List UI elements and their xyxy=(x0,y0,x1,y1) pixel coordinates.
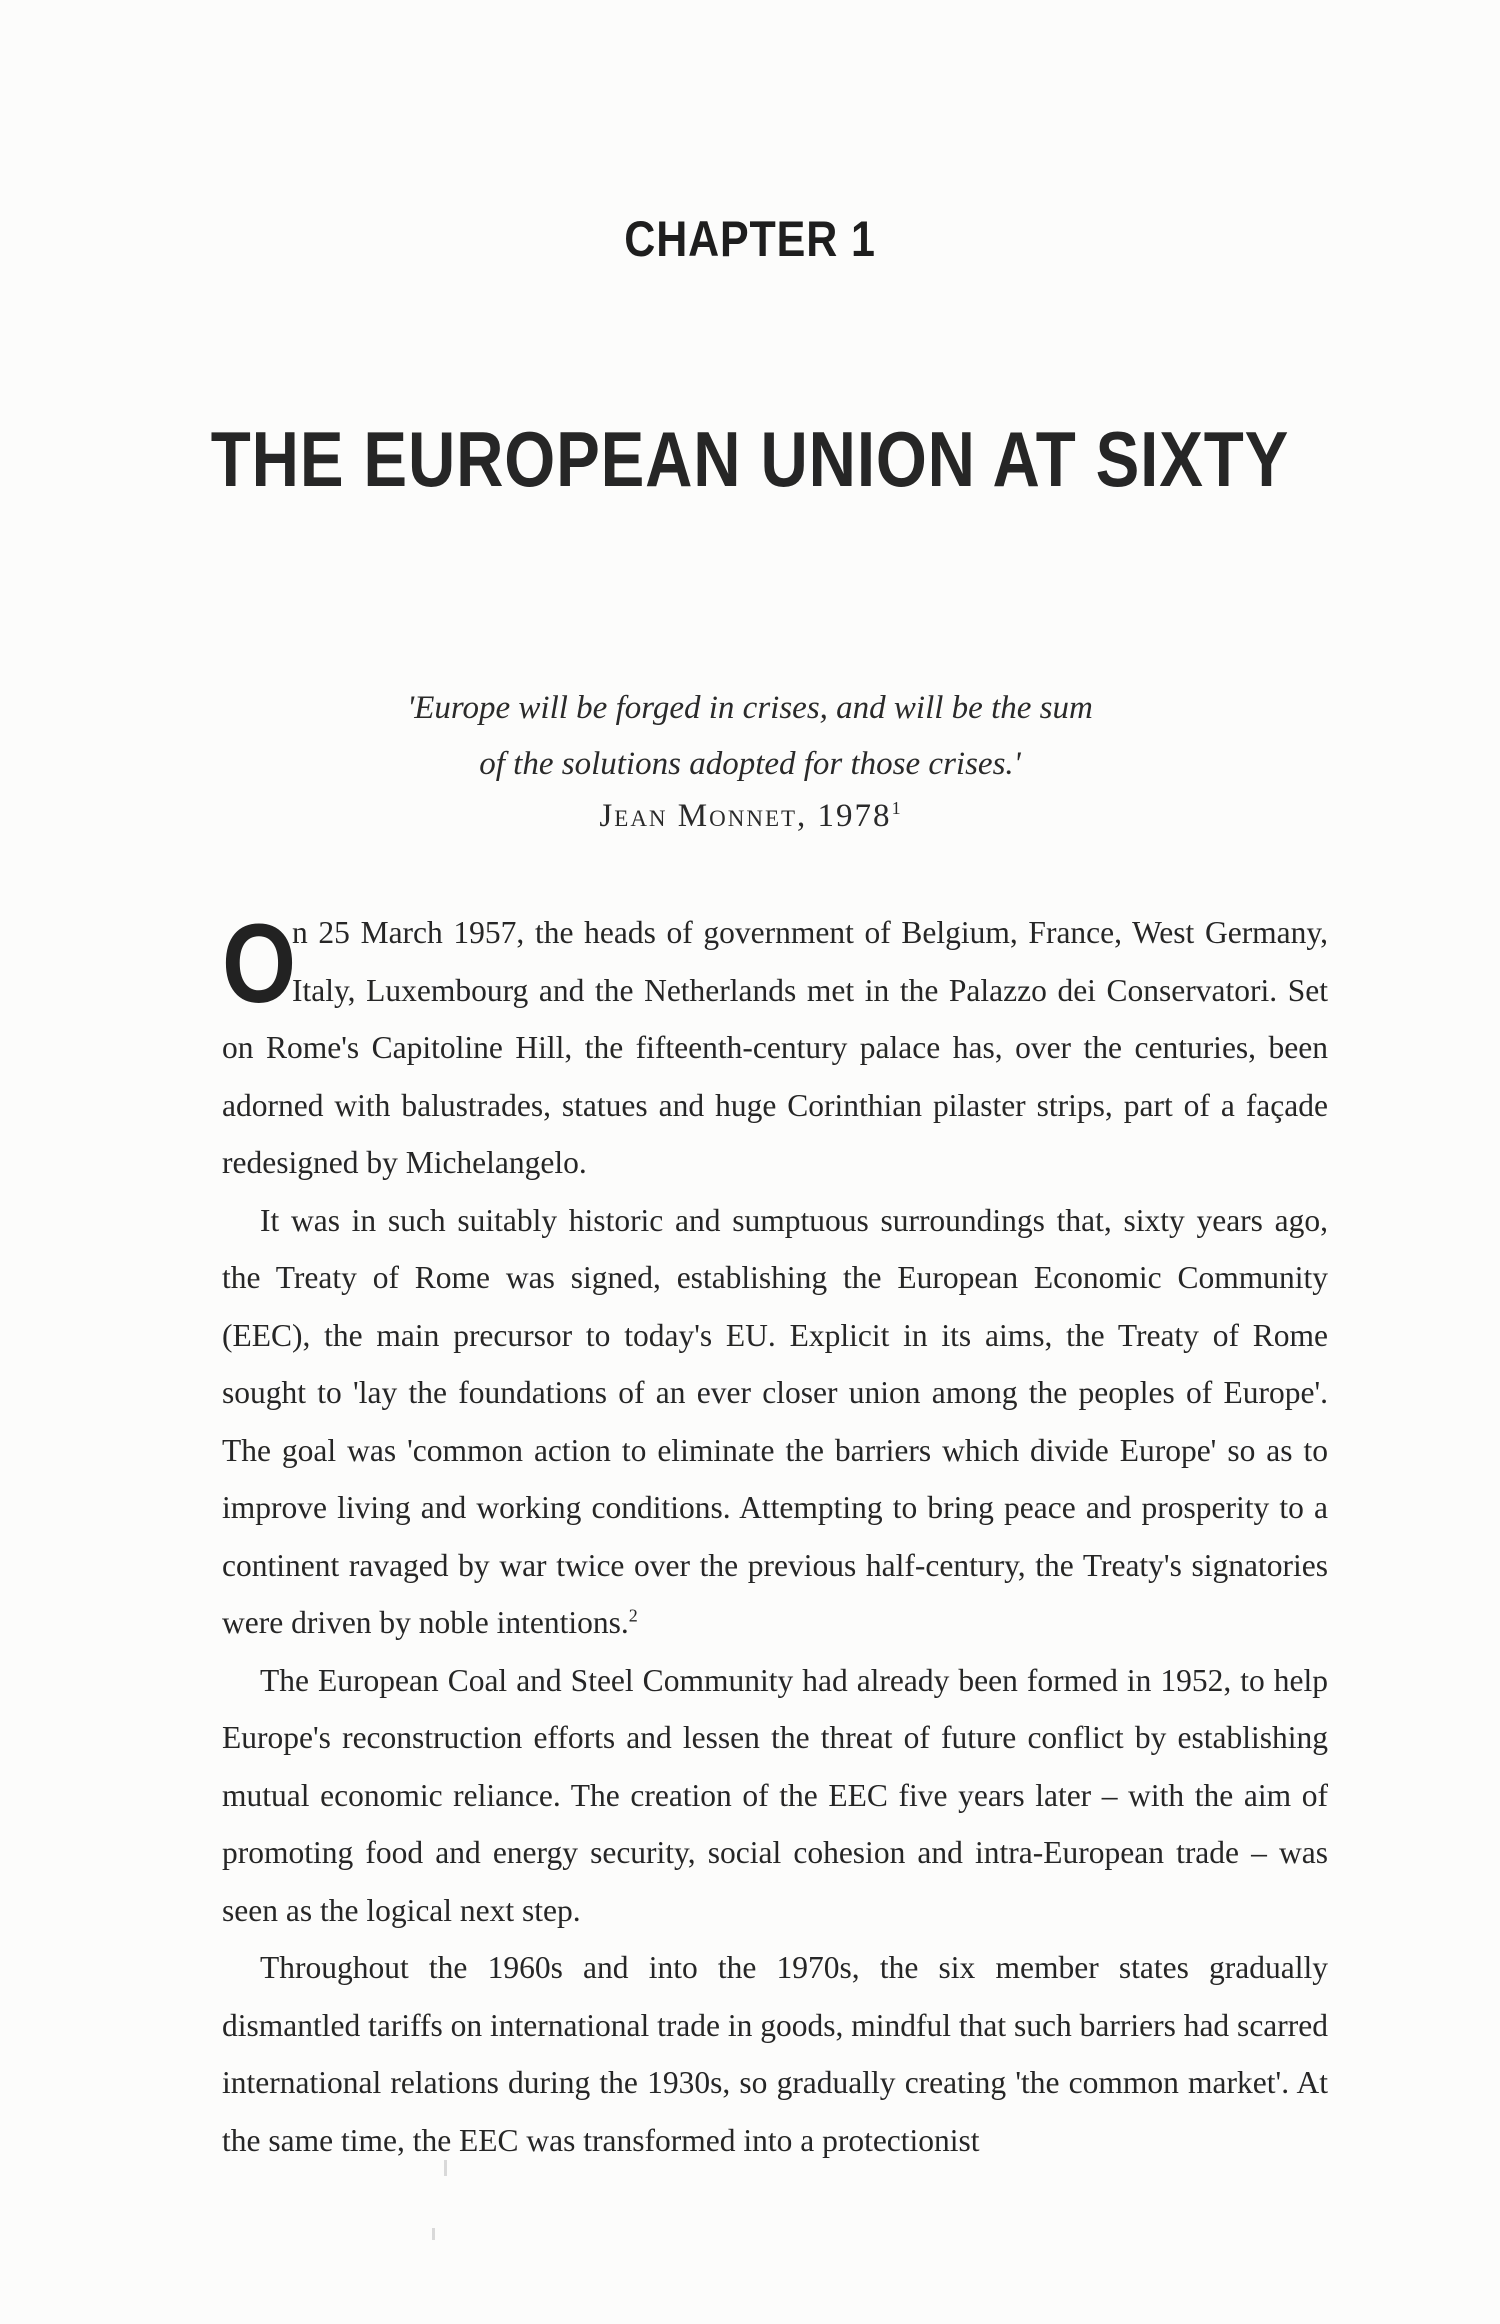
paragraph-4: Throughout the 1960s and into the 1970s, the six member states gradually dismantled tariffs on international trade in goods, mindful that such barriers had scarred international relations during the 1930s, so gradually creating 'the common market'. At the same time, the EEC was transformed into a protectionist xyxy=(222,1950,1328,2158)
paragraph-3: The European Coal and Steel Community had already been formed in 1952, to help Europe's reconstruction efforts and lessen the threat of future conflict by establishing mutual economic reliance. The creation of the EEC five years later – with the aim of promoting food and energy security, social cohesion and intra-European trade – was seen as the logical next step. xyxy=(222,1662,1328,1928)
epigraph-quote: 'Europe will be forged in crises, and will be the sum of the solutions adopted for those crises.' xyxy=(407,690,1093,782)
epigraph-author: Jean Monnet, 1978 xyxy=(599,798,892,834)
paragraph-2 xyxy=(222,1192,1328,1652)
paragraph-1-text: n 25 March 1957, the heads of government of Belgium, France, West Germany, Italy, Luxembourg and the Netherlands met in the Palazzo dei Conservatori. Set on Rome's Capitoline Hill, the fifteenth-century palace has, over the centuries, been adorned with balustrades, statues and huge Corinthian pilaster strips, part of a façade redesigned by Michelangelo. xyxy=(222,915,1328,1180)
drop-cap: O xyxy=(222,901,297,1026)
epigraph xyxy=(0,680,1500,835)
epigraph-footnote-ref: 1 xyxy=(891,798,901,818)
paragraph-1 xyxy=(222,901,1328,1192)
chapter-label: CHAPTER 1 xyxy=(624,211,876,267)
body-text xyxy=(222,901,1328,2169)
paragraph-2-text: It was in such suitably historic and sumptuous surroundings that, sixty years ago, the Treaty of Rome was signed, establishing the European Economic Community (EEC), the main precursor to today's EU. Explicit in its aims, the Treaty of Rome sought to 'lay the foundations of an ever closer union among the peoples of Europe'. The goal was 'common action to eliminate the barriers which divide Europe' so as to improve living and working conditions. Attempting to bring peace and prosperity to a continent ravaged by war twice over the previous half-century, the Treaty's signatories were driven by noble intentions. xyxy=(222,1202,1328,1640)
paragraph-2-footnote-ref: 2 xyxy=(628,1605,638,1626)
chapter-title: THE EUROPEAN UNION AT SIXTY xyxy=(210,415,1290,503)
scan-artifact xyxy=(444,2160,447,2176)
epigraph-source xyxy=(0,798,1500,835)
scan-artifact xyxy=(432,2228,435,2240)
